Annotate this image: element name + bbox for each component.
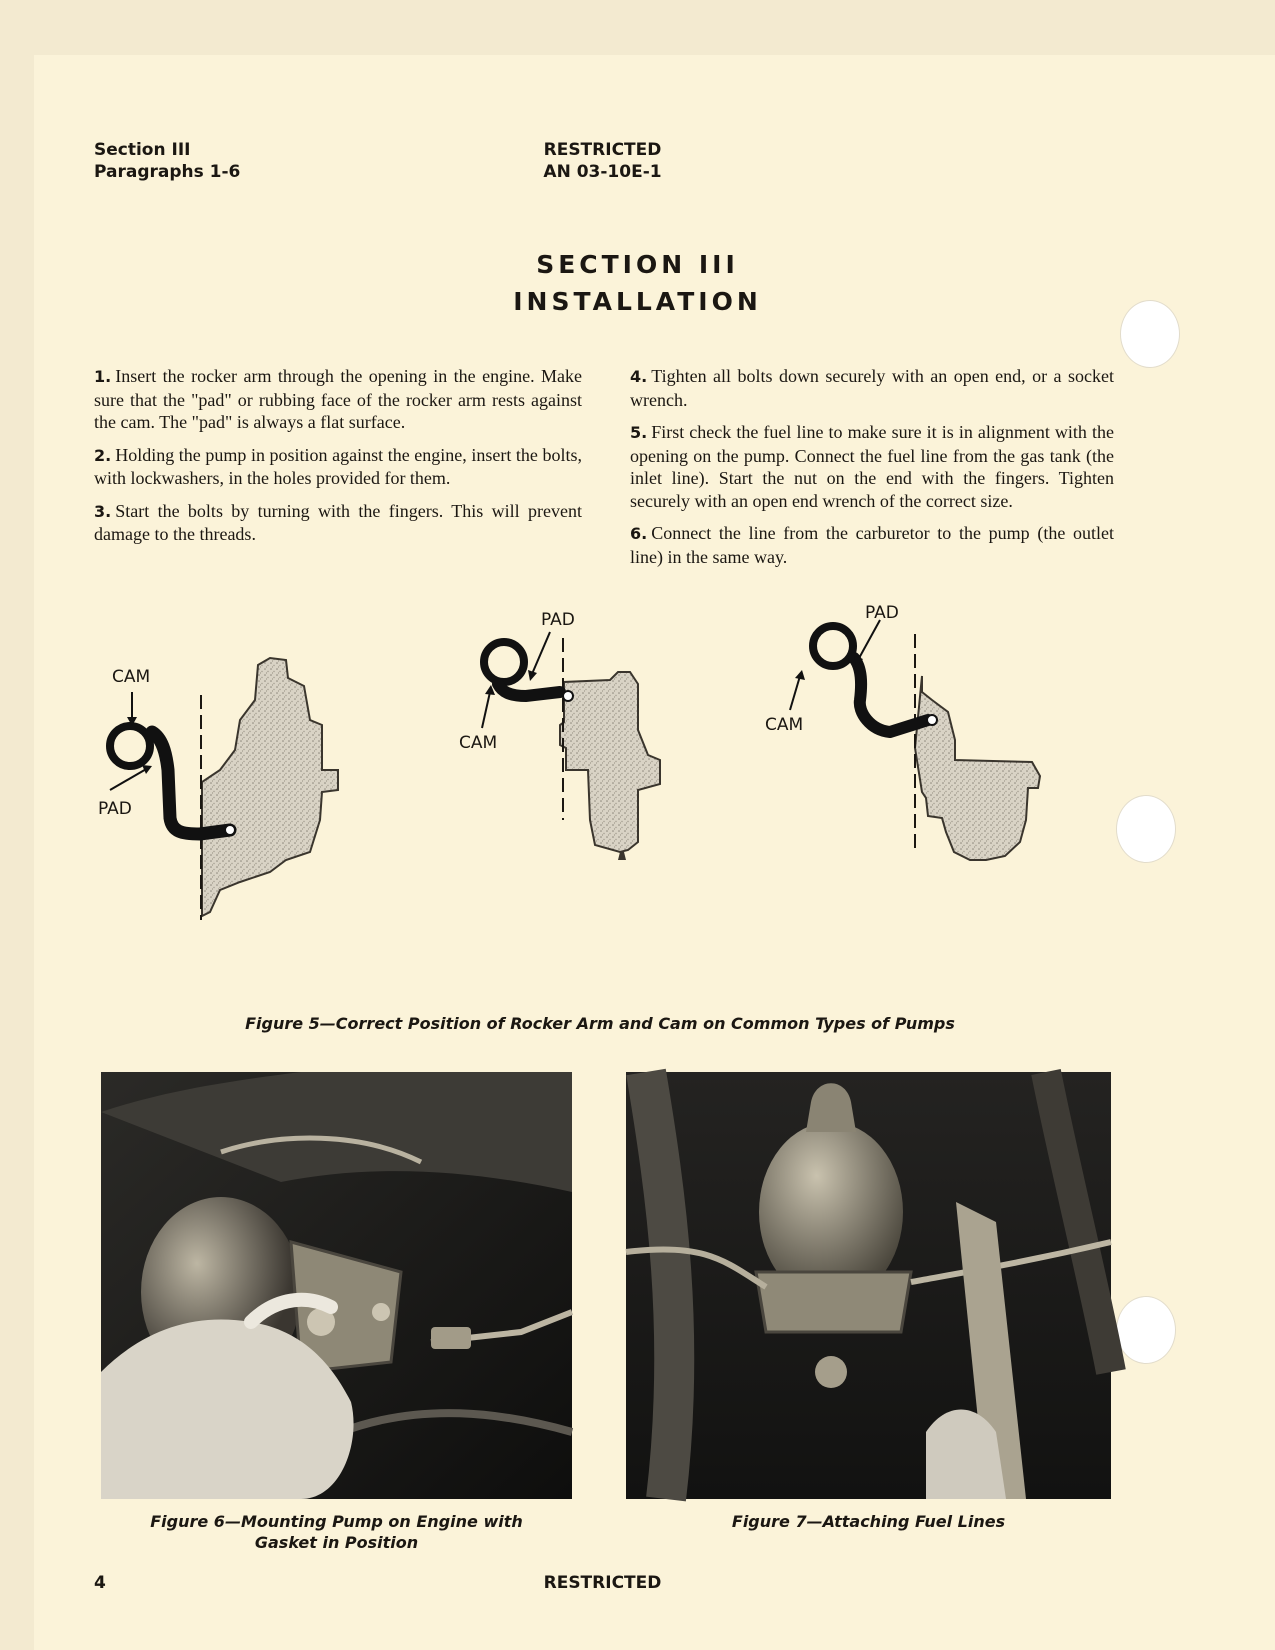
section-title: SECTION III bbox=[536, 250, 739, 279]
pad-label: PAD bbox=[865, 603, 899, 623]
cam-label: CAM bbox=[459, 733, 498, 753]
page-header-left bbox=[94, 139, 240, 183]
pump-body bbox=[915, 676, 1040, 860]
footer-classification: RESTRICTED bbox=[543, 1573, 662, 1593]
pad-arrow bbox=[858, 620, 880, 660]
figure-7-caption: Figure 7—Attaching Fuel Lines bbox=[731, 1512, 1006, 1531]
figure-5-illustration bbox=[90, 603, 1130, 970]
step-paragraph: 1. Insert the rocker arm through the opening in the engine. Make sure that the "pad" or rubbing face of the rocker arm rests against the cam. The "pad" is always a flat surface. bbox=[94, 366, 582, 432]
rocker-arm bbox=[498, 684, 560, 696]
page-number: 4 bbox=[94, 1573, 106, 1593]
figure-6-caption-line-1: Figure 6—Mounting Pump on Engine with bbox=[150, 1512, 523, 1531]
pump-body bbox=[202, 658, 338, 916]
pump-body bbox=[560, 672, 660, 852]
document-number: AN 03-10E-1 bbox=[543, 162, 662, 182]
step-paragraph: 4. Tighten all bolts down securely with an open end, or a socket wrench. bbox=[630, 366, 1114, 410]
page-header-center bbox=[500, 139, 705, 183]
cam-label: CAM bbox=[765, 715, 804, 735]
steps-left-column bbox=[94, 365, 582, 556]
step-paragraph: 2. Holding the pump in position against the engine, insert the bolts, with lockwashers, in the holes provided for them. bbox=[94, 444, 582, 488]
cam bbox=[813, 626, 853, 666]
cam-label: CAM bbox=[112, 667, 151, 687]
pivot-pin bbox=[563, 691, 573, 701]
cam-arrow bbox=[790, 676, 800, 710]
paragraphs-label: Paragraphs 1-6 bbox=[94, 162, 241, 182]
figure-6-photo bbox=[101, 1072, 572, 1499]
pivot-pin bbox=[225, 825, 235, 835]
step-paragraph: 6. Connect the line from the carburetor to the pump (the outlet line) in the same way. bbox=[630, 523, 1114, 567]
pad-arrow bbox=[110, 768, 148, 790]
section-label: Section III bbox=[94, 140, 191, 160]
classification-label: RESTRICTED bbox=[543, 140, 662, 160]
figure-6-photo-art bbox=[101, 1072, 572, 1499]
figure-7-photo bbox=[626, 1072, 1111, 1499]
step-paragraph: 3. Start the bolts by turning with the fingers. This will prevent damage to the threads. bbox=[94, 500, 582, 544]
step-paragraph: 5. First check the fuel line to make sure it is in alignment with the opening on the pump. Connect the fuel line from the gas tank (the inlet line). Start the nut on the end with the fingers. Tighten securely with an open end wrench of the correct size. bbox=[630, 422, 1114, 511]
cam-arrow bbox=[482, 692, 490, 728]
rocker-arm bbox=[854, 658, 928, 732]
pivot-pin bbox=[927, 715, 937, 725]
figure-6-caption-line-2: Gasket in Position bbox=[254, 1533, 419, 1552]
pad-label: PAD bbox=[541, 610, 575, 630]
figure-7-photo-art bbox=[626, 1072, 1111, 1499]
pump-diagram-2 bbox=[459, 610, 660, 860]
section-subtitle: INSTALLATION bbox=[513, 287, 762, 316]
arrowhead bbox=[528, 670, 537, 681]
figure-5-caption: Figure 5—Correct Position of Rocker Arm and Cam on Common Types of Pumps bbox=[245, 1014, 955, 1033]
pad-label: PAD bbox=[98, 799, 132, 819]
binder-hole-bottom bbox=[1116, 1296, 1176, 1364]
figure-6-caption bbox=[101, 1511, 572, 1553]
pad-arrow bbox=[532, 632, 550, 674]
pump-diagram-3 bbox=[765, 603, 1040, 860]
pump-diagram-1 bbox=[98, 658, 338, 920]
cam bbox=[484, 642, 524, 682]
arrowhead bbox=[795, 670, 805, 680]
pump-bowl-stem bbox=[618, 852, 626, 860]
cam bbox=[110, 726, 150, 766]
steps-right-column bbox=[630, 365, 1114, 578]
